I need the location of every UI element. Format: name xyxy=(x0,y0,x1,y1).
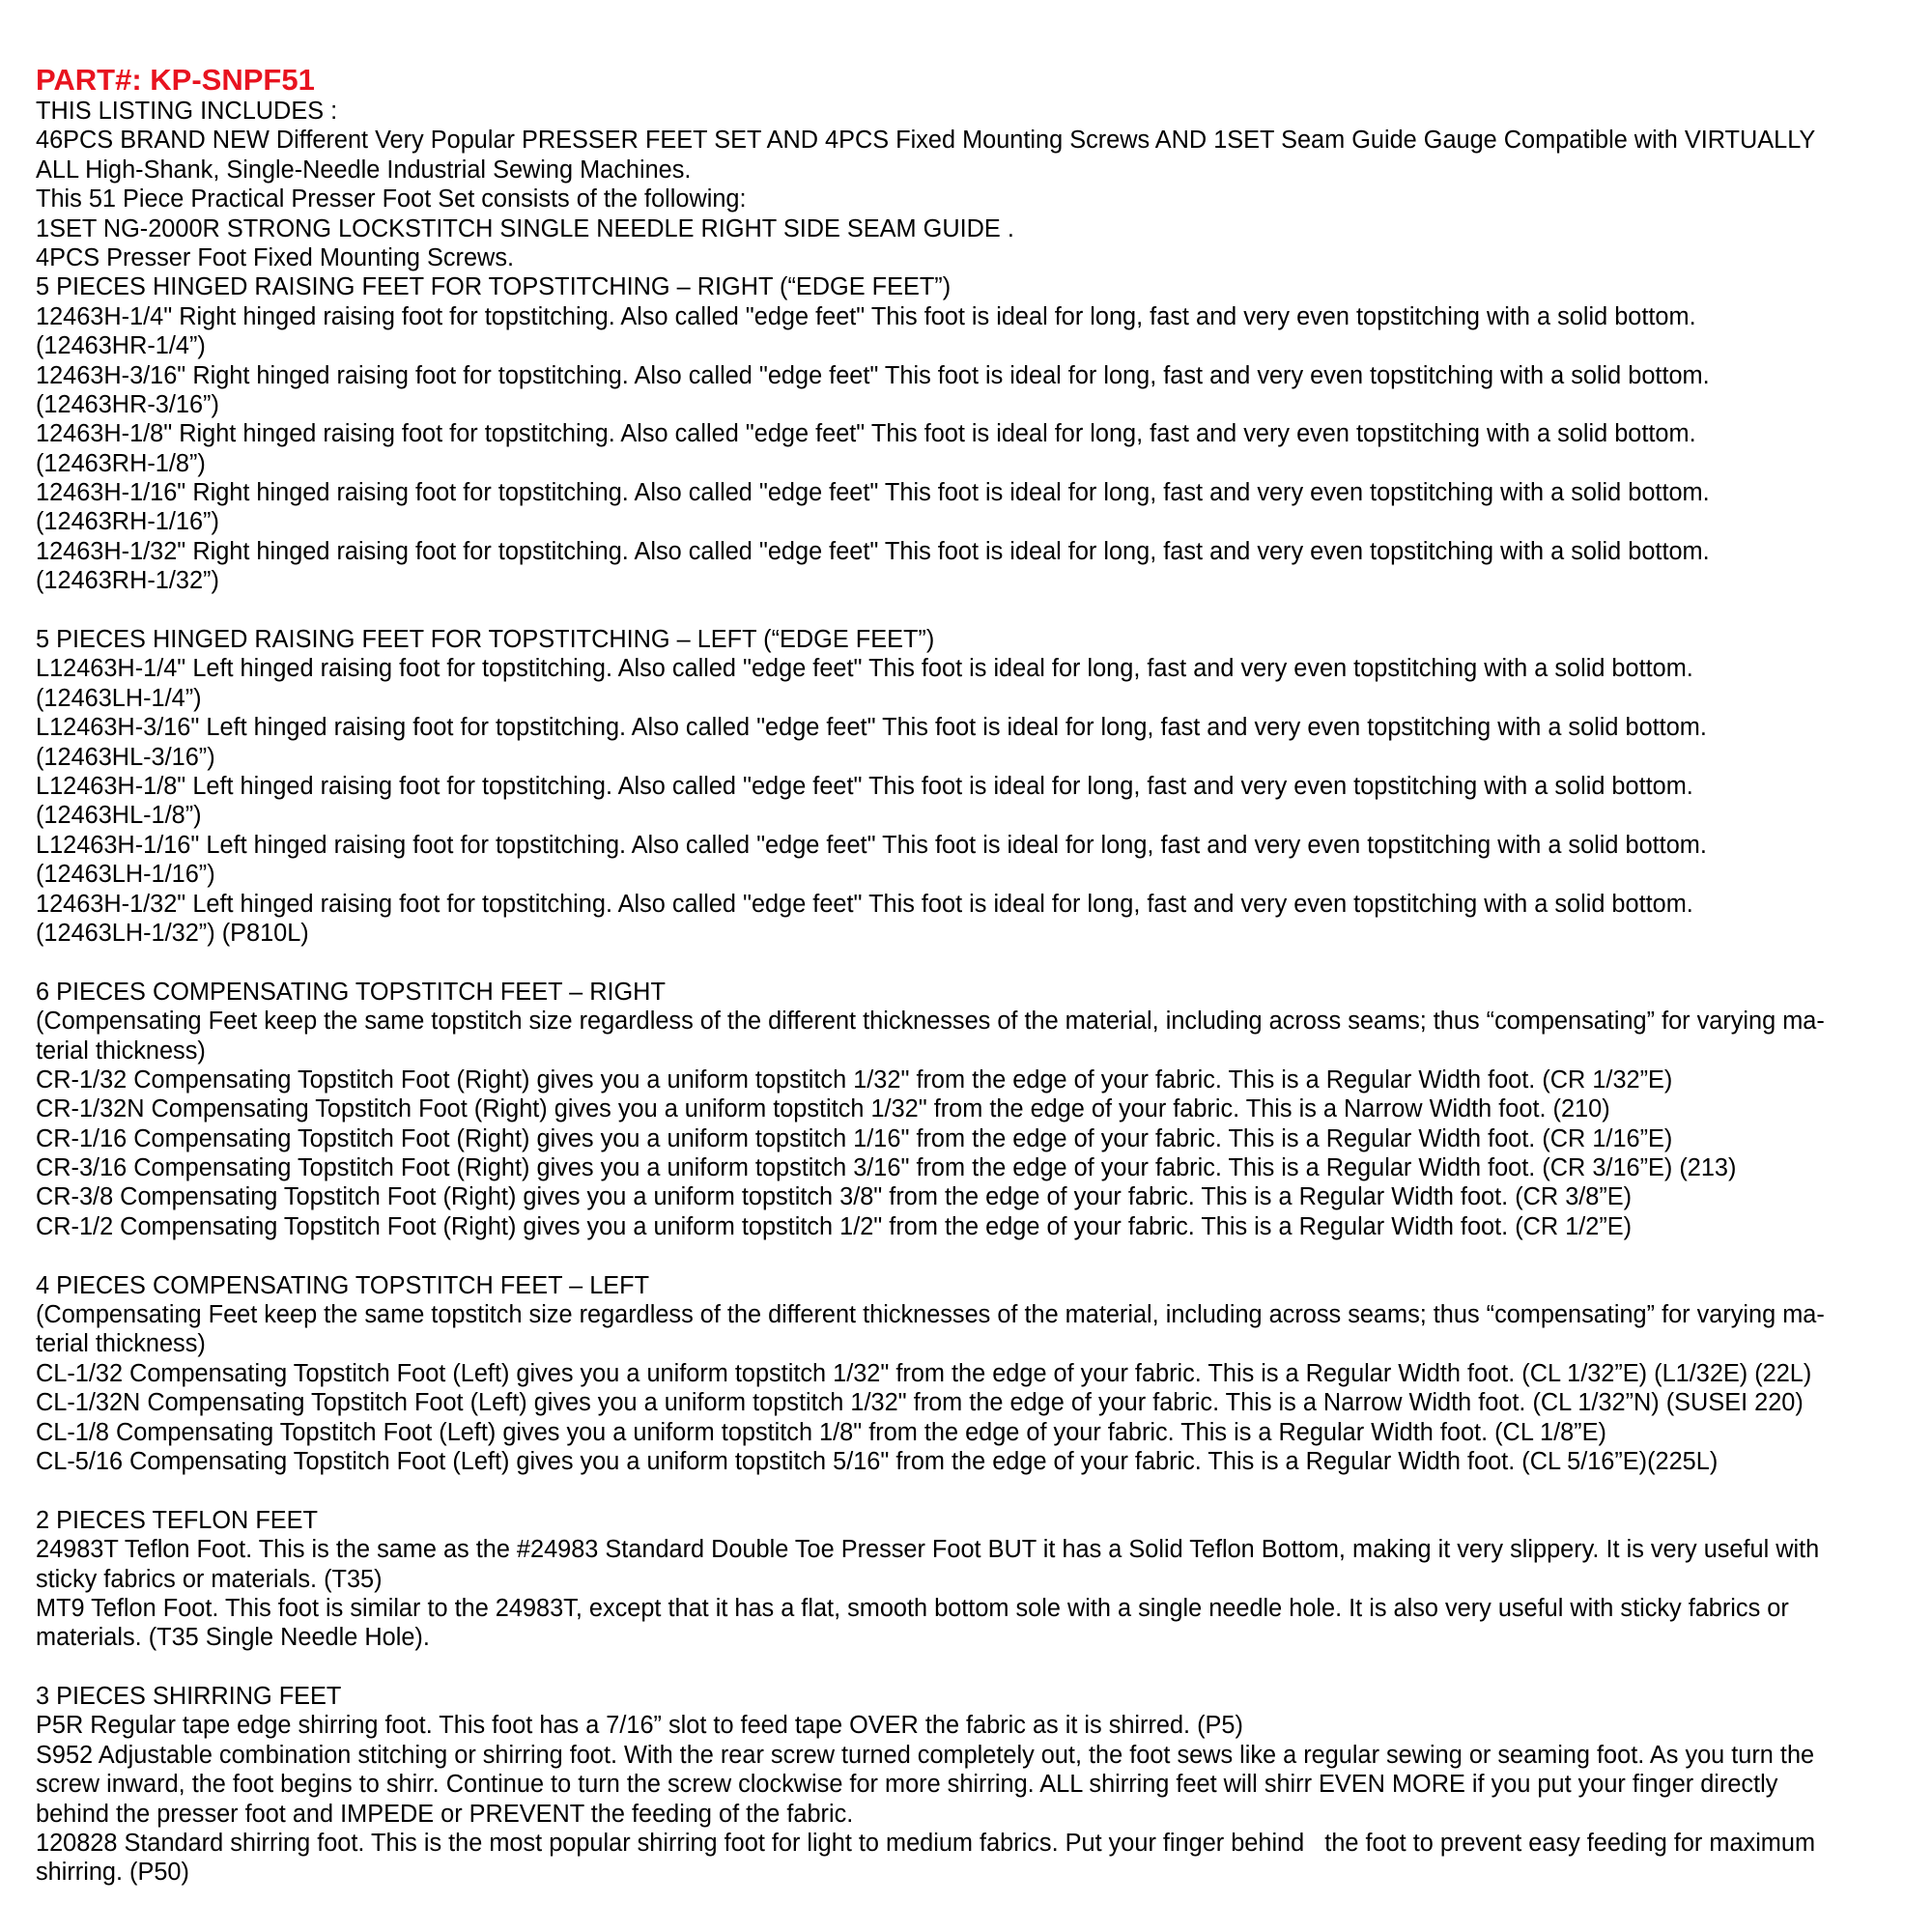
text-line: (12463HL-1/8”) xyxy=(36,802,202,830)
text-line: 12463H-1/16" Right hinged raising foot for topstitching. Also called "edge feet" This foot is ideal for long, fast and very even topstitching with a solid bottom. xyxy=(36,479,1710,507)
text-line: 6 PIECES COMPENSATING TOPSTITCH FEET – RIGHT xyxy=(36,978,666,1006)
part-number-title: PART#: KP-SNPF51 xyxy=(36,63,315,97)
text-line: terial thickness) xyxy=(36,1037,206,1065)
text-line: 12463H-1/32" Left hinged raising foot for topstitching. Also called "edge feet" This foot is ideal for long, fast and very even topstitching with a solid bottom. xyxy=(36,890,1693,918)
blank-line xyxy=(36,1476,1910,1505)
text-line: THIS LISTING INCLUDES : xyxy=(36,98,338,125)
text-line: CL-1/8 Compensating Topstitch Foot (Left) gives you a uniform topstitch 1/8" from the edge of your fabric. This is a Regular Width foot. (CL 1/8”E) xyxy=(36,1418,1606,1446)
text-line: L12463H-1/4" Left hinged raising foot for topstitching. Also called "edge feet" This foot is ideal for long, fast and very even topstitching with a solid bottom. xyxy=(36,655,1693,683)
text-line: 5 PIECES HINGED RAISING FEET FOR TOPSTITCHING – LEFT (“EDGE FEET”) xyxy=(36,626,935,654)
text-line: CL-1/32 Compensating Topstitch Foot (Left) gives you a uniform topstitch 1/32" from the edge of your fabric. This is a Regular Width foot. (CL 1/32”E) (L1/32E) (22L) xyxy=(36,1359,1812,1387)
text-line: CL-1/32N Compensating Topstitch Foot (Left) gives you a uniform topstitch 1/32" from the edge of your fabric. This is a Narrow Width foot. (CL 1/32”N) (SUSEI 220) xyxy=(36,1389,1804,1417)
text-line: 24983T Teflon Foot. This is the same as the #24983 Standard Double Toe Presser Foot BUT it has a Solid Teflon Bottom, making it very slippery. It is very useful with xyxy=(36,1536,1820,1564)
blank-line xyxy=(36,948,1910,977)
text-line: (12463HR-3/16”) xyxy=(36,390,219,418)
text-line: (12463HR-1/4”) xyxy=(36,332,206,360)
text-line: CL-5/16 Compensating Topstitch Foot (Left) gives you a uniform topstitch 5/16" from the edge of your fabric. This is a Regular Width foot. (CL 5/16”E)(225L) xyxy=(36,1447,1719,1475)
text-line: 46PCS BRAND NEW Different Very Popular PRESSER FEET SET AND 4PCS Fixed Mounting Screws AND 1SET Seam Guide Gauge Compatible with VIRTUALLY xyxy=(36,127,1816,155)
text-line: 12463H-1/8" Right hinged raising foot for topstitching. Also called "edge feet" This foot is ideal for long, fast and very even topstitching with a solid bottom. xyxy=(36,420,1696,448)
text-line: (12463RH-1/8”) xyxy=(36,449,206,477)
text-line: terial thickness) xyxy=(36,1330,206,1358)
text-line: sticky fabrics or materials. (T35) xyxy=(36,1565,383,1593)
text-line: L12463H-3/16" Left hinged raising foot for topstitching. Also called "edge feet" This foot is ideal for long, fast and very even topstitching with a solid bottom. xyxy=(36,714,1707,742)
text-line: 2 PIECES TEFLON FEET xyxy=(36,1506,319,1534)
text-line: L12463H-1/8" Left hinged raising foot for topstitching. Also called "edge feet" This foot is ideal for long, fast and very even topstitching with a solid bottom. xyxy=(36,772,1693,800)
text-line: behind the presser foot and IMPEDE or PREVENT the feeding of the fabric. xyxy=(36,1800,854,1828)
text-line: 4 PIECES COMPENSATING TOPSTITCH FEET – LEFT xyxy=(36,1271,650,1299)
text-line: 12463H-1/32" Right hinged raising foot for topstitching. Also called "edge feet" This foot is ideal for long, fast and very even topstitching with a solid bottom. xyxy=(36,537,1710,565)
text-line: (12463RH-1/16”) xyxy=(36,508,219,536)
text-line: materials. (T35 Single Needle Hole). xyxy=(36,1624,430,1652)
listing-document xyxy=(36,64,1910,1888)
text-line: screw inward, the foot begins to shirr. Continue to turn the screw clockwise for more shirring. ALL shirring feet will shirr EVEN MORE if you put your finger directly xyxy=(36,1771,1778,1799)
text-line: This 51 Piece Practical Presser Foot Set consists of the following: xyxy=(36,185,747,213)
text-line: P5R Regular tape edge shirring foot. This foot has a 7/16” slot to feed tape OVER the fabric as it is shirred. (P5) xyxy=(36,1712,1243,1740)
text-line: (12463HL-3/16”) xyxy=(36,743,215,771)
text-line: (Compensating Feet keep the same topstitch size regardless of the different thicknesses of the material, including across seams; thus “compensating” for varying ma- xyxy=(36,1301,1825,1329)
text-line: CR-3/8 Compensating Topstitch Foot (Right) gives you a uniform topstitch 3/8" from the edge of your fabric. This is a Regular Width foot. (CR 3/8”E) xyxy=(36,1183,1633,1211)
text-line: MT9 Teflon Foot. This foot is similar to the 24983T, except that it has a flat, smooth bottom sole with a single needle hole. It is also very useful with sticky fabrics or xyxy=(36,1594,1789,1622)
text-line: (12463RH-1/32”) xyxy=(36,567,219,595)
text-line: CR-1/32 Compensating Topstitch Foot (Right) gives you a uniform topstitch 1/32" from the edge of your fabric. This is a Regular Width foot. (CR 1/32”E) xyxy=(36,1065,1673,1094)
text-line: 5 PIECES HINGED RAISING FEET FOR TOPSTITCHING – RIGHT (“EDGE FEET”) xyxy=(36,273,952,301)
listing-body xyxy=(36,97,1910,1888)
text-line: 4PCS Presser Foot Fixed Mounting Screws. xyxy=(36,243,515,271)
blank-line xyxy=(36,596,1910,625)
text-line: (12463LH-1/16”) xyxy=(36,861,215,889)
blank-line xyxy=(36,1241,1910,1270)
text-line: 120828 Standard shirring foot. This is the most popular shirring foot for light to medium fabrics. Put your finger behind the foot to prevent easy feeding for maximum xyxy=(36,1830,1816,1858)
text-line: 1SET NG-2000R STRONG LOCKSTITCH SINGLE NEEDLE RIGHT SIDE SEAM GUIDE . xyxy=(36,214,1014,242)
text-line: 12463H-1/4" Right hinged raising foot for topstitching. Also called "edge feet" This foot is ideal for long, fast and very even topstitching with a solid bottom. xyxy=(36,302,1696,330)
blank-line xyxy=(36,1653,1910,1682)
text-line: ALL High-Shank, Single-Needle Industrial Sewing Machines. xyxy=(36,156,692,184)
text-line: CR-1/16 Compensating Topstitch Foot (Right) gives you a uniform topstitch 1/16" from the edge of your fabric. This is a Regular Width foot. (CR 1/16”E) xyxy=(36,1124,1673,1152)
text-line: (12463LH-1/4”) xyxy=(36,684,202,712)
text-line: S952 Adjustable combination stitching or shirring foot. With the rear screw turned completely out, the foot sews like a regular sewing or seaming foot. As you turn the xyxy=(36,1741,1815,1769)
text-line: L12463H-1/16" Left hinged raising foot for topstitching. Also called "edge feet" This foot is ideal for long, fast and very even topstitching with a solid bottom. xyxy=(36,831,1707,859)
text-line: 12463H-3/16" Right hinged raising foot for topstitching. Also called "edge feet" This foot is ideal for long, fast and very even topstitching with a solid bottom. xyxy=(36,361,1710,389)
text-line: CR-1/2 Compensating Topstitch Foot (Right) gives you a uniform topstitch 1/2" from the edge of your fabric. This is a Regular Width foot. (CR 1/2”E) xyxy=(36,1212,1633,1240)
text-line: CR-1/32N Compensating Topstitch Foot (Right) gives you a uniform topstitch 1/32" from the edge of your fabric. This is a Narrow Width foot. (210) xyxy=(36,1095,1610,1123)
text-line: (Compensating Feet keep the same topstitch size regardless of the different thicknesses of the material, including across seams; thus “compensating” for varying ma- xyxy=(36,1008,1825,1036)
text-line: 3 PIECES SHIRRING FEET xyxy=(36,1683,342,1711)
text-line: shirring. (P50) xyxy=(36,1859,189,1887)
text-line: (12463LH-1/32”) (P810L) xyxy=(36,919,309,947)
text-line: CR-3/16 Compensating Topstitch Foot (Right) gives you a uniform topstitch 3/16" from the edge of your fabric. This is a Regular Width foot. (CR 3/16”E) (213) xyxy=(36,1154,1737,1182)
